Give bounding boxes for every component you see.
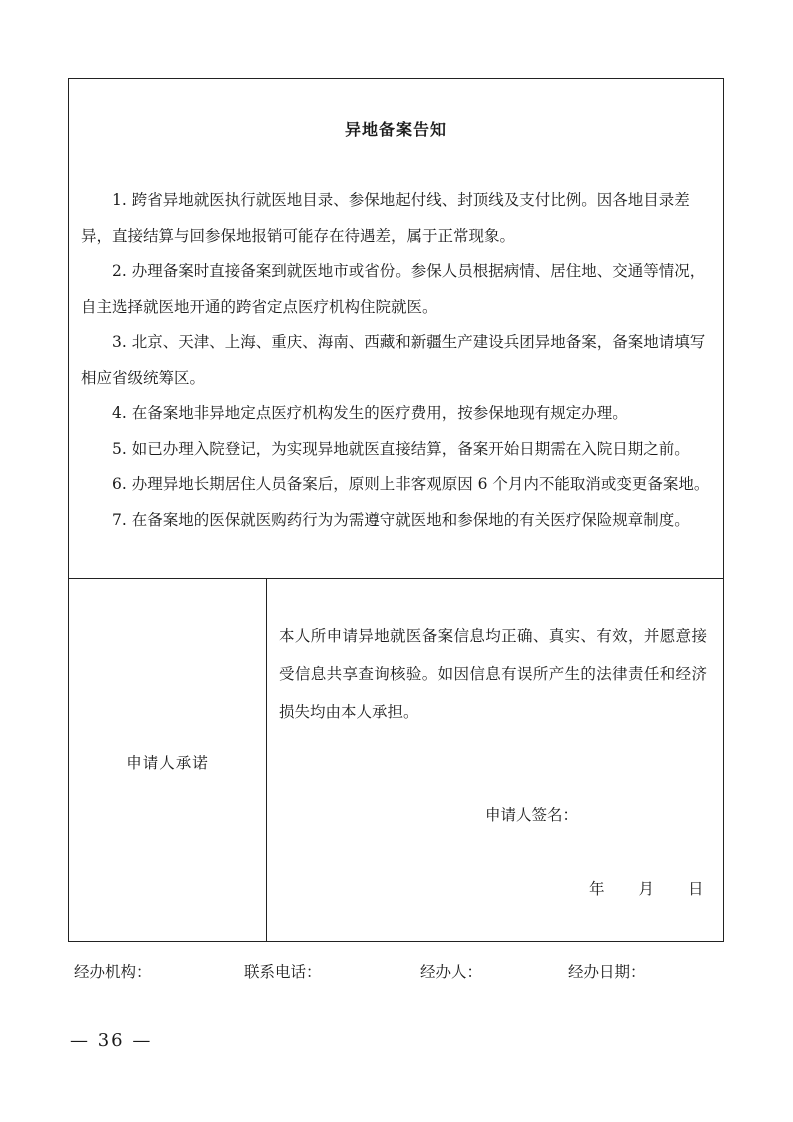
notice-item: 1. 跨省异地就医执行就医地目录、参保地起付线、封顶线及支付比例。因各地目录差异，直接结算与回参保地报销可能存在待遇差，属于正常现象。 <box>81 191 690 245</box>
notice-section <box>69 79 723 579</box>
handler-label: 经办人： <box>420 963 483 981</box>
pledge-text: 本人所申请异地就医备案信息均正确、真实、有效，并愿意接受信息共享查询核验。如因信息有误所产生的法律责任和经济损失均由本人承担。 <box>279 627 707 721</box>
notice-list <box>81 183 713 538</box>
signature-date <box>589 877 704 899</box>
date-year: 年 <box>589 880 605 898</box>
notice-item: 2. 办理备案时直接备案到就医地市或省份。参保人员根据病情、居住地、交通等情况，自主选择就医地开通的跨省定点医疗机构住院就医。 <box>81 262 706 316</box>
process-date-label: 经办日期： <box>568 963 646 981</box>
pledge-content-cell <box>267 579 723 941</box>
notice-item: 5. 如已办理入院登记，为实现异地就医直接结算，备案开始日期需在入院日期之前。 <box>112 439 690 458</box>
footer-fields <box>74 960 714 982</box>
phone-label: 联系电话： <box>244 963 322 981</box>
notice-title: 异地备案告知 <box>344 120 447 139</box>
page-number: — 36 — <box>70 1030 153 1051</box>
form-table <box>68 78 724 942</box>
notice-item: 6. 办理异地长期居住人员备案后，原则上非客观原因 6 个月内不能取消或变更备案地。 <box>112 475 710 493</box>
agency-label: 经办机构： <box>74 963 152 981</box>
notice-item: 7. 在备案地的医保就医购药行为为需遵守就医地和参保地的有关医疗保险规章制度。 <box>112 510 690 529</box>
date-month: 月 <box>638 880 655 898</box>
signature-label: 申请人签名： <box>485 806 579 824</box>
date-day: 日 <box>688 880 704 898</box>
pledge-label: 申请人承诺 <box>126 754 209 772</box>
notice-item: 4. 在备案地非异地定点医疗机构发生的医疗费用，按参保地现有规定办理。 <box>112 404 628 422</box>
pledge-label-cell <box>69 579 267 941</box>
notice-item: 3. 北京、天津、上海、重庆、海南、西藏和新疆生产建设兵团异地备案，备案地请填写相应省级统筹区。 <box>81 333 706 387</box>
